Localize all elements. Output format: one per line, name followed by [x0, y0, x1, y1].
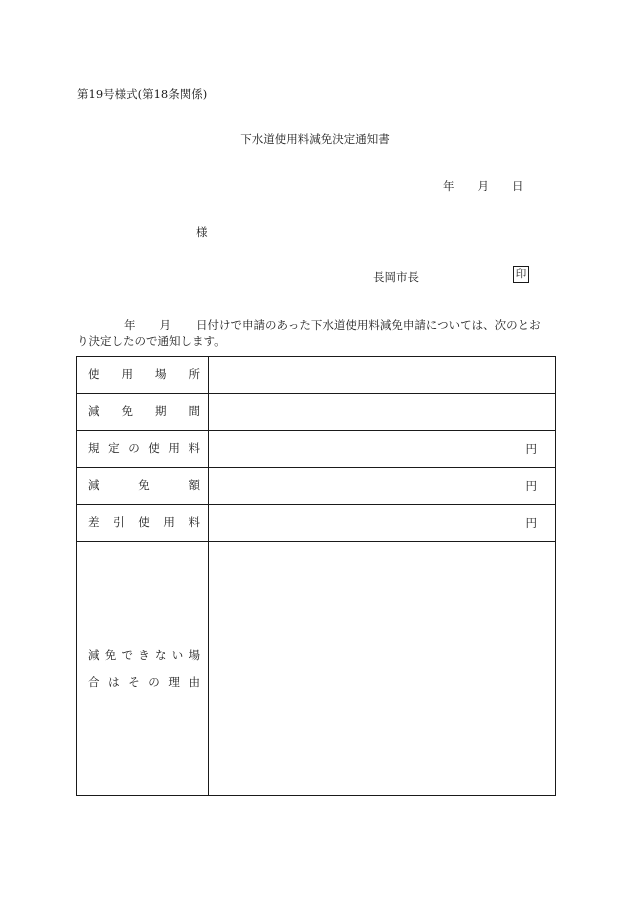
row-value-usage-location [209, 357, 556, 394]
body-month-label: 月 [159, 318, 171, 332]
date-day-label: 日 [512, 179, 524, 193]
document-title: 下水道使用料減免決定通知書 [240, 132, 390, 146]
body-year-label: 年 [124, 318, 136, 332]
row-label-reduction-period: 減免期間 [77, 394, 209, 431]
body-text-line-2: り決定したので通知します。 [77, 334, 226, 348]
date-line [443, 178, 524, 194]
row-value-reduction-amount: 円 [209, 468, 556, 505]
reason-label-line-2: 合はその理由 [88, 674, 200, 689]
table-row [77, 431, 556, 468]
table-row [77, 394, 556, 431]
row-value-reason [209, 542, 556, 796]
form-number: 第19号様式(第18条関係) [77, 87, 208, 101]
table-row [77, 357, 556, 394]
addressee-honorific: 様 [196, 225, 208, 239]
table-row [77, 542, 556, 796]
row-label-reason [77, 542, 209, 796]
issuer-name: 長岡市長 [373, 270, 419, 284]
row-value-standard-fee: 円 [209, 431, 556, 468]
reason-label-line-1: 減免できない場 [88, 647, 200, 662]
row-label-net-fee: 差引使用料 [77, 505, 209, 542]
date-month-label: 月 [477, 179, 489, 193]
body-text-line-1 [124, 317, 541, 333]
date-year-label: 年 [443, 179, 455, 193]
body-text-rest: 日付けで申請のあった下水道使用料減免申請については、次のとお [196, 318, 541, 332]
table-row [77, 505, 556, 542]
row-label-usage-location: 使用場所 [77, 357, 209, 394]
row-label-standard-fee: 規定の使用料 [77, 431, 209, 468]
seal-mark: 印 [513, 266, 529, 283]
row-value-reduction-period [209, 394, 556, 431]
detail-table [76, 356, 556, 796]
row-label-reduction-amount: 減免額 [77, 468, 209, 505]
row-value-net-fee: 円 [209, 505, 556, 542]
table-row [77, 468, 556, 505]
